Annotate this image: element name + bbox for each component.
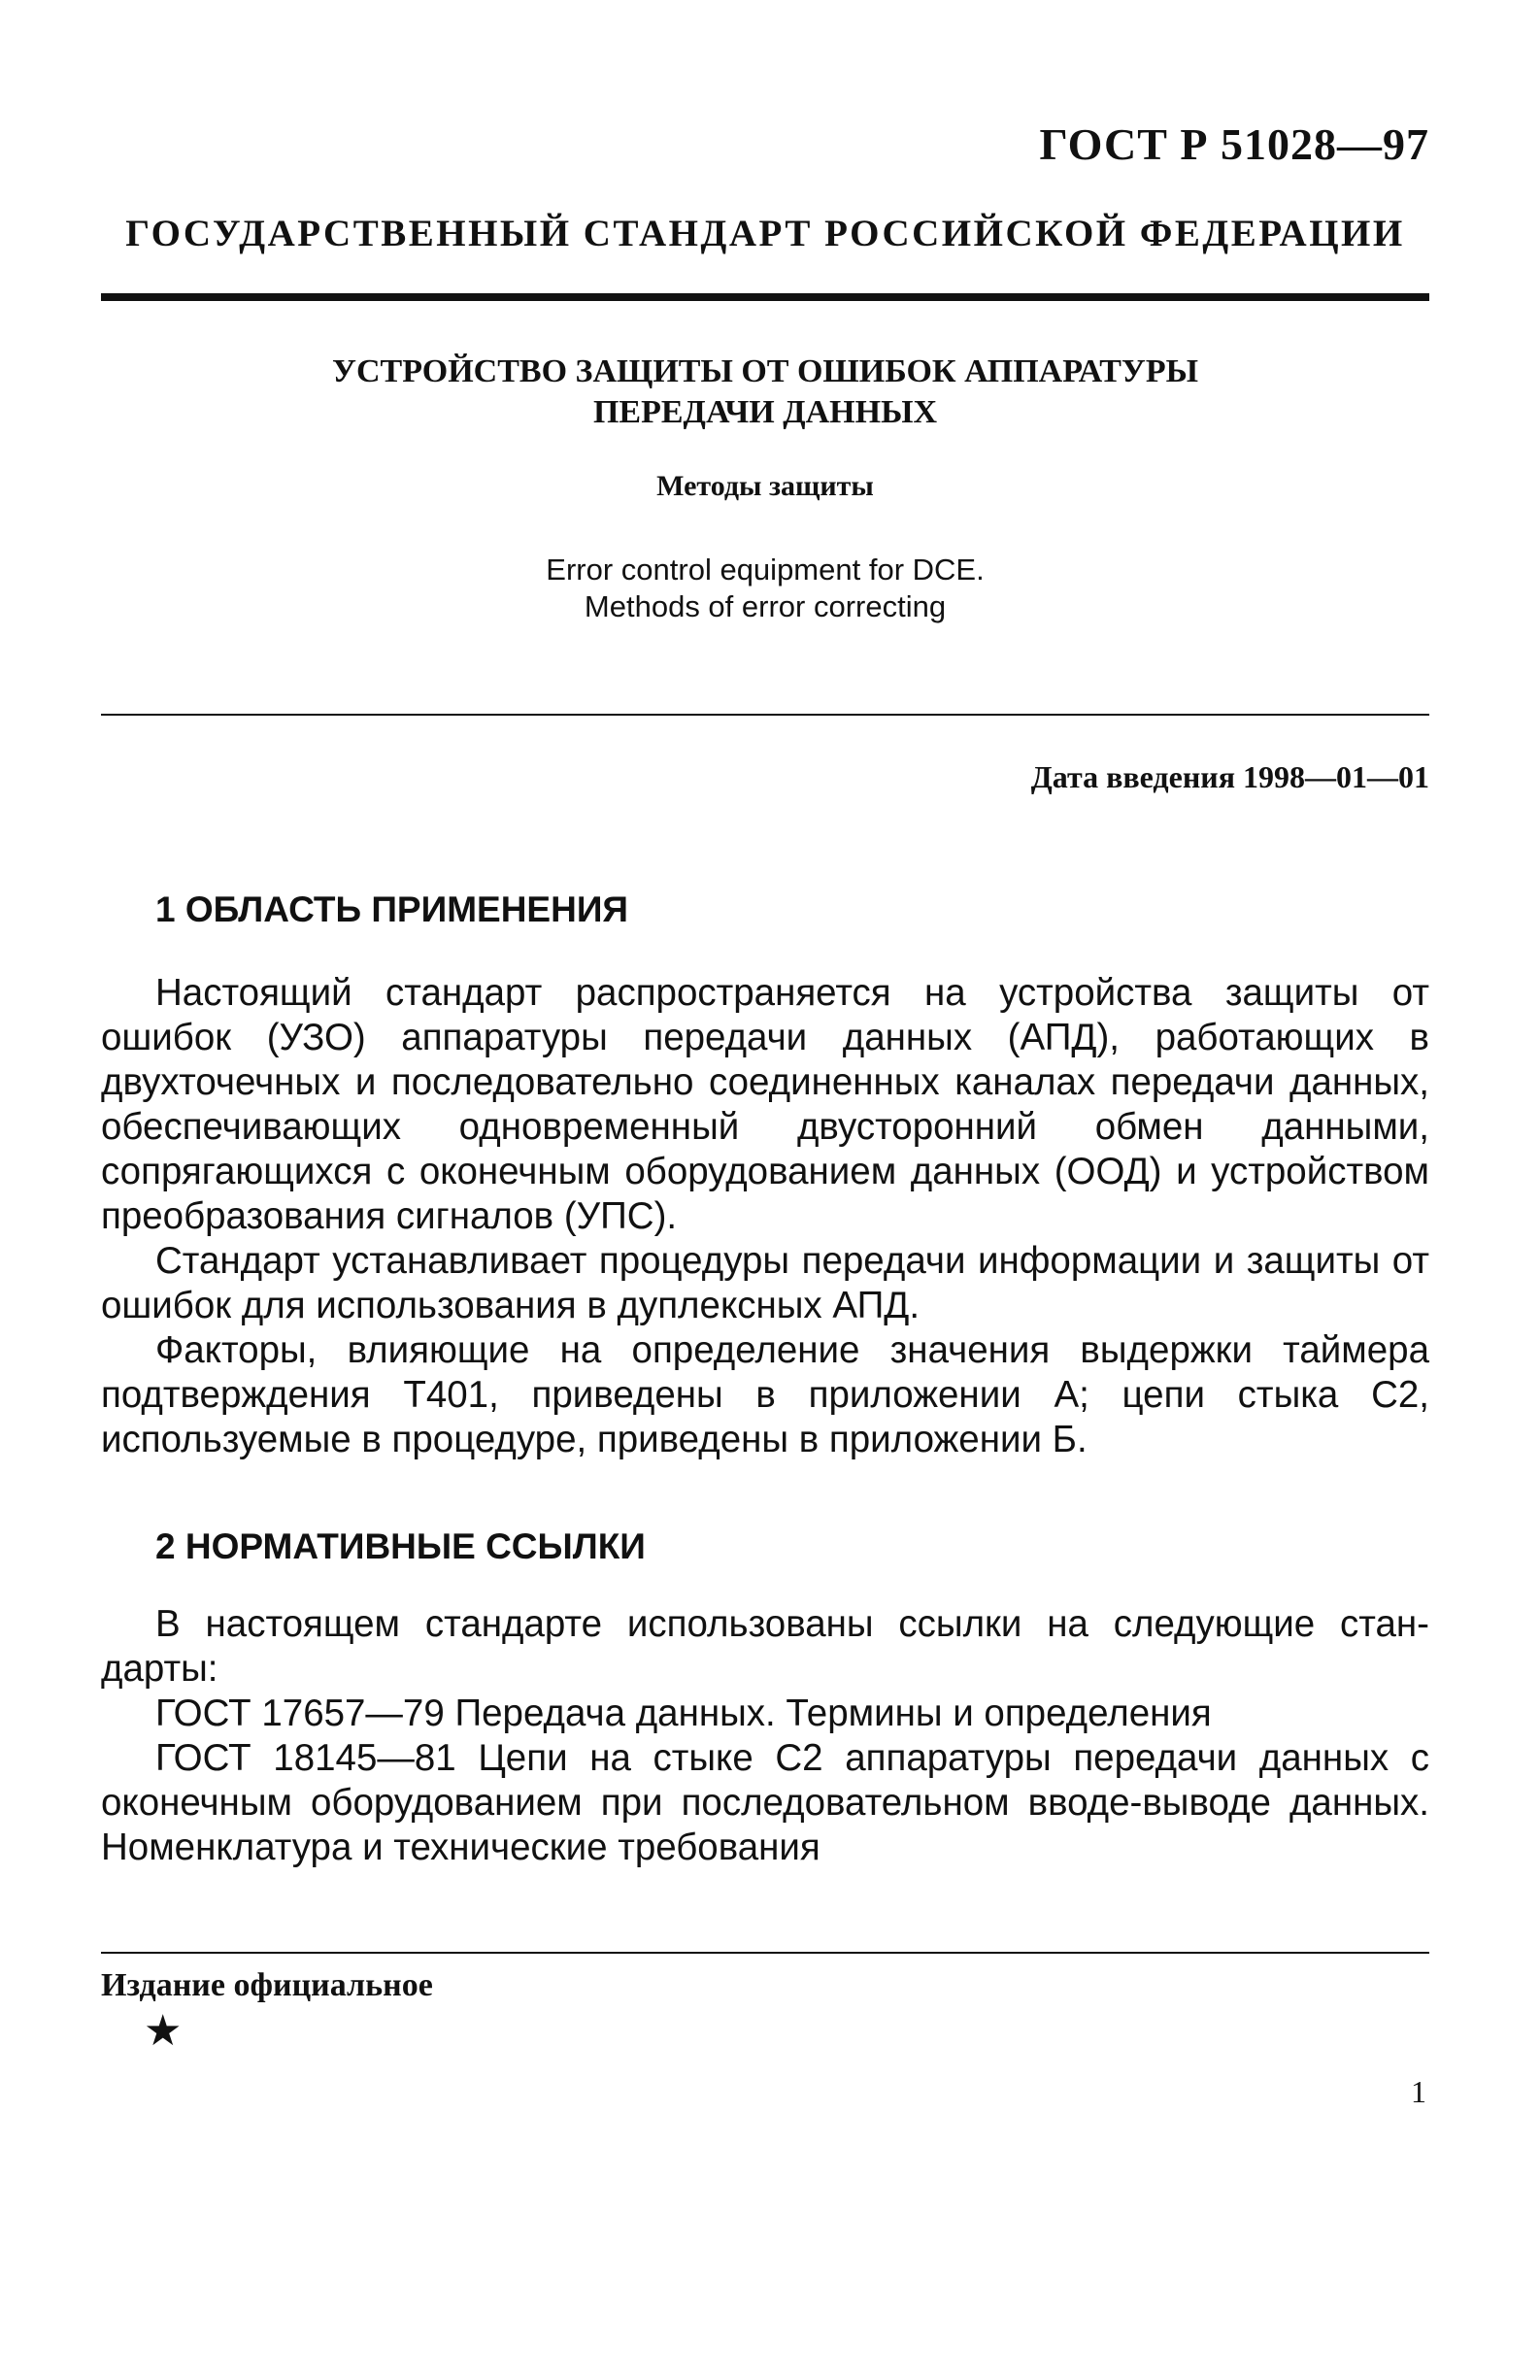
organization-title: ГОСУДАРСТВЕННЫЙ СТАНДАРТ РОССИЙСКОЙ ФЕДЕРАЦИИ [125,213,1405,254]
section-2-reference-1: ГОСТ 17657—79 Передача данных. Термины и определения [155,1693,1212,1734]
document-title-en [101,552,1429,625]
title-en-line-1: Error control equipment for DCE. [546,553,985,587]
document-title-ru [101,352,1429,433]
section-1-heading: 1 ОБЛАСТЬ ПРИМЕНЕНИЯ [155,889,629,929]
title-ru-line-2: ПЕРЕДАЧИ ДАННЫХ [592,394,938,430]
section-2-heading: 2 НОРМАТИВНЫЕ ССЫЛКИ [155,1526,646,1566]
footer-divider [101,1952,1429,1954]
page-number: 1 [1411,2074,1426,2109]
section-1-paragraph-1: Настоящий стандарт распространяется на устройства защиты от ошибок (УЗО) аппаратуры передачи данных (АПД), работающих в двухточечных и последовательно соединенных каналах передачи данных, обеспечивающих одновременный двусторонний обмен данными, сопрягающихся с оконечным оборудованием данных (ООД) и устройством преобразования сигналов (УПС). [101,972,1429,1237]
title-ru-line-1: УСТРОЙСТВО ЗАЩИТЫ ОТ ОШИБОК АППАРАТУРЫ [332,353,1198,389]
header-divider [101,293,1429,301]
title-divider [101,714,1429,716]
introduction-date: Дата введения 1998—01—01 [1030,759,1429,794]
section-1-body [101,971,1429,1462]
document-subtitle-ru: Методы защиты [656,470,874,502]
section-2-paragraph-1: В настоящем стандарте использованы ссылки на следующие стандарты: [101,1603,1429,1690]
title-en-line-2: Methods of error correcting [584,589,947,623]
section-2-body [101,1602,1429,1870]
section-1-paragraph-3: Факторы, влияющие на определение значения выдержки таймера подтверждения Т401, приведены в приложении А; цепи стыка С2, используемые в процедуре, приведены в приложении Б. [101,1329,1429,1460]
document-code: ГОСТ Р 51028—97 [1039,119,1429,169]
star-icon: ★ [144,2007,183,2055]
edition-label: Издание официальное [101,1967,433,2003]
section-1-paragraph-2: Стандарт устанавливает процедуры передачи информации и защиты от ошибок для использования в дуплексных АПД. [101,1240,1429,1326]
section-2-reference-2: ГОСТ 18145—81 Цепи на стыке С2 аппаратуры передачи данных с оконечным оборудованием при последовательном вводе-выводе данных. Номенклатура и технические требования [101,1737,1429,1868]
